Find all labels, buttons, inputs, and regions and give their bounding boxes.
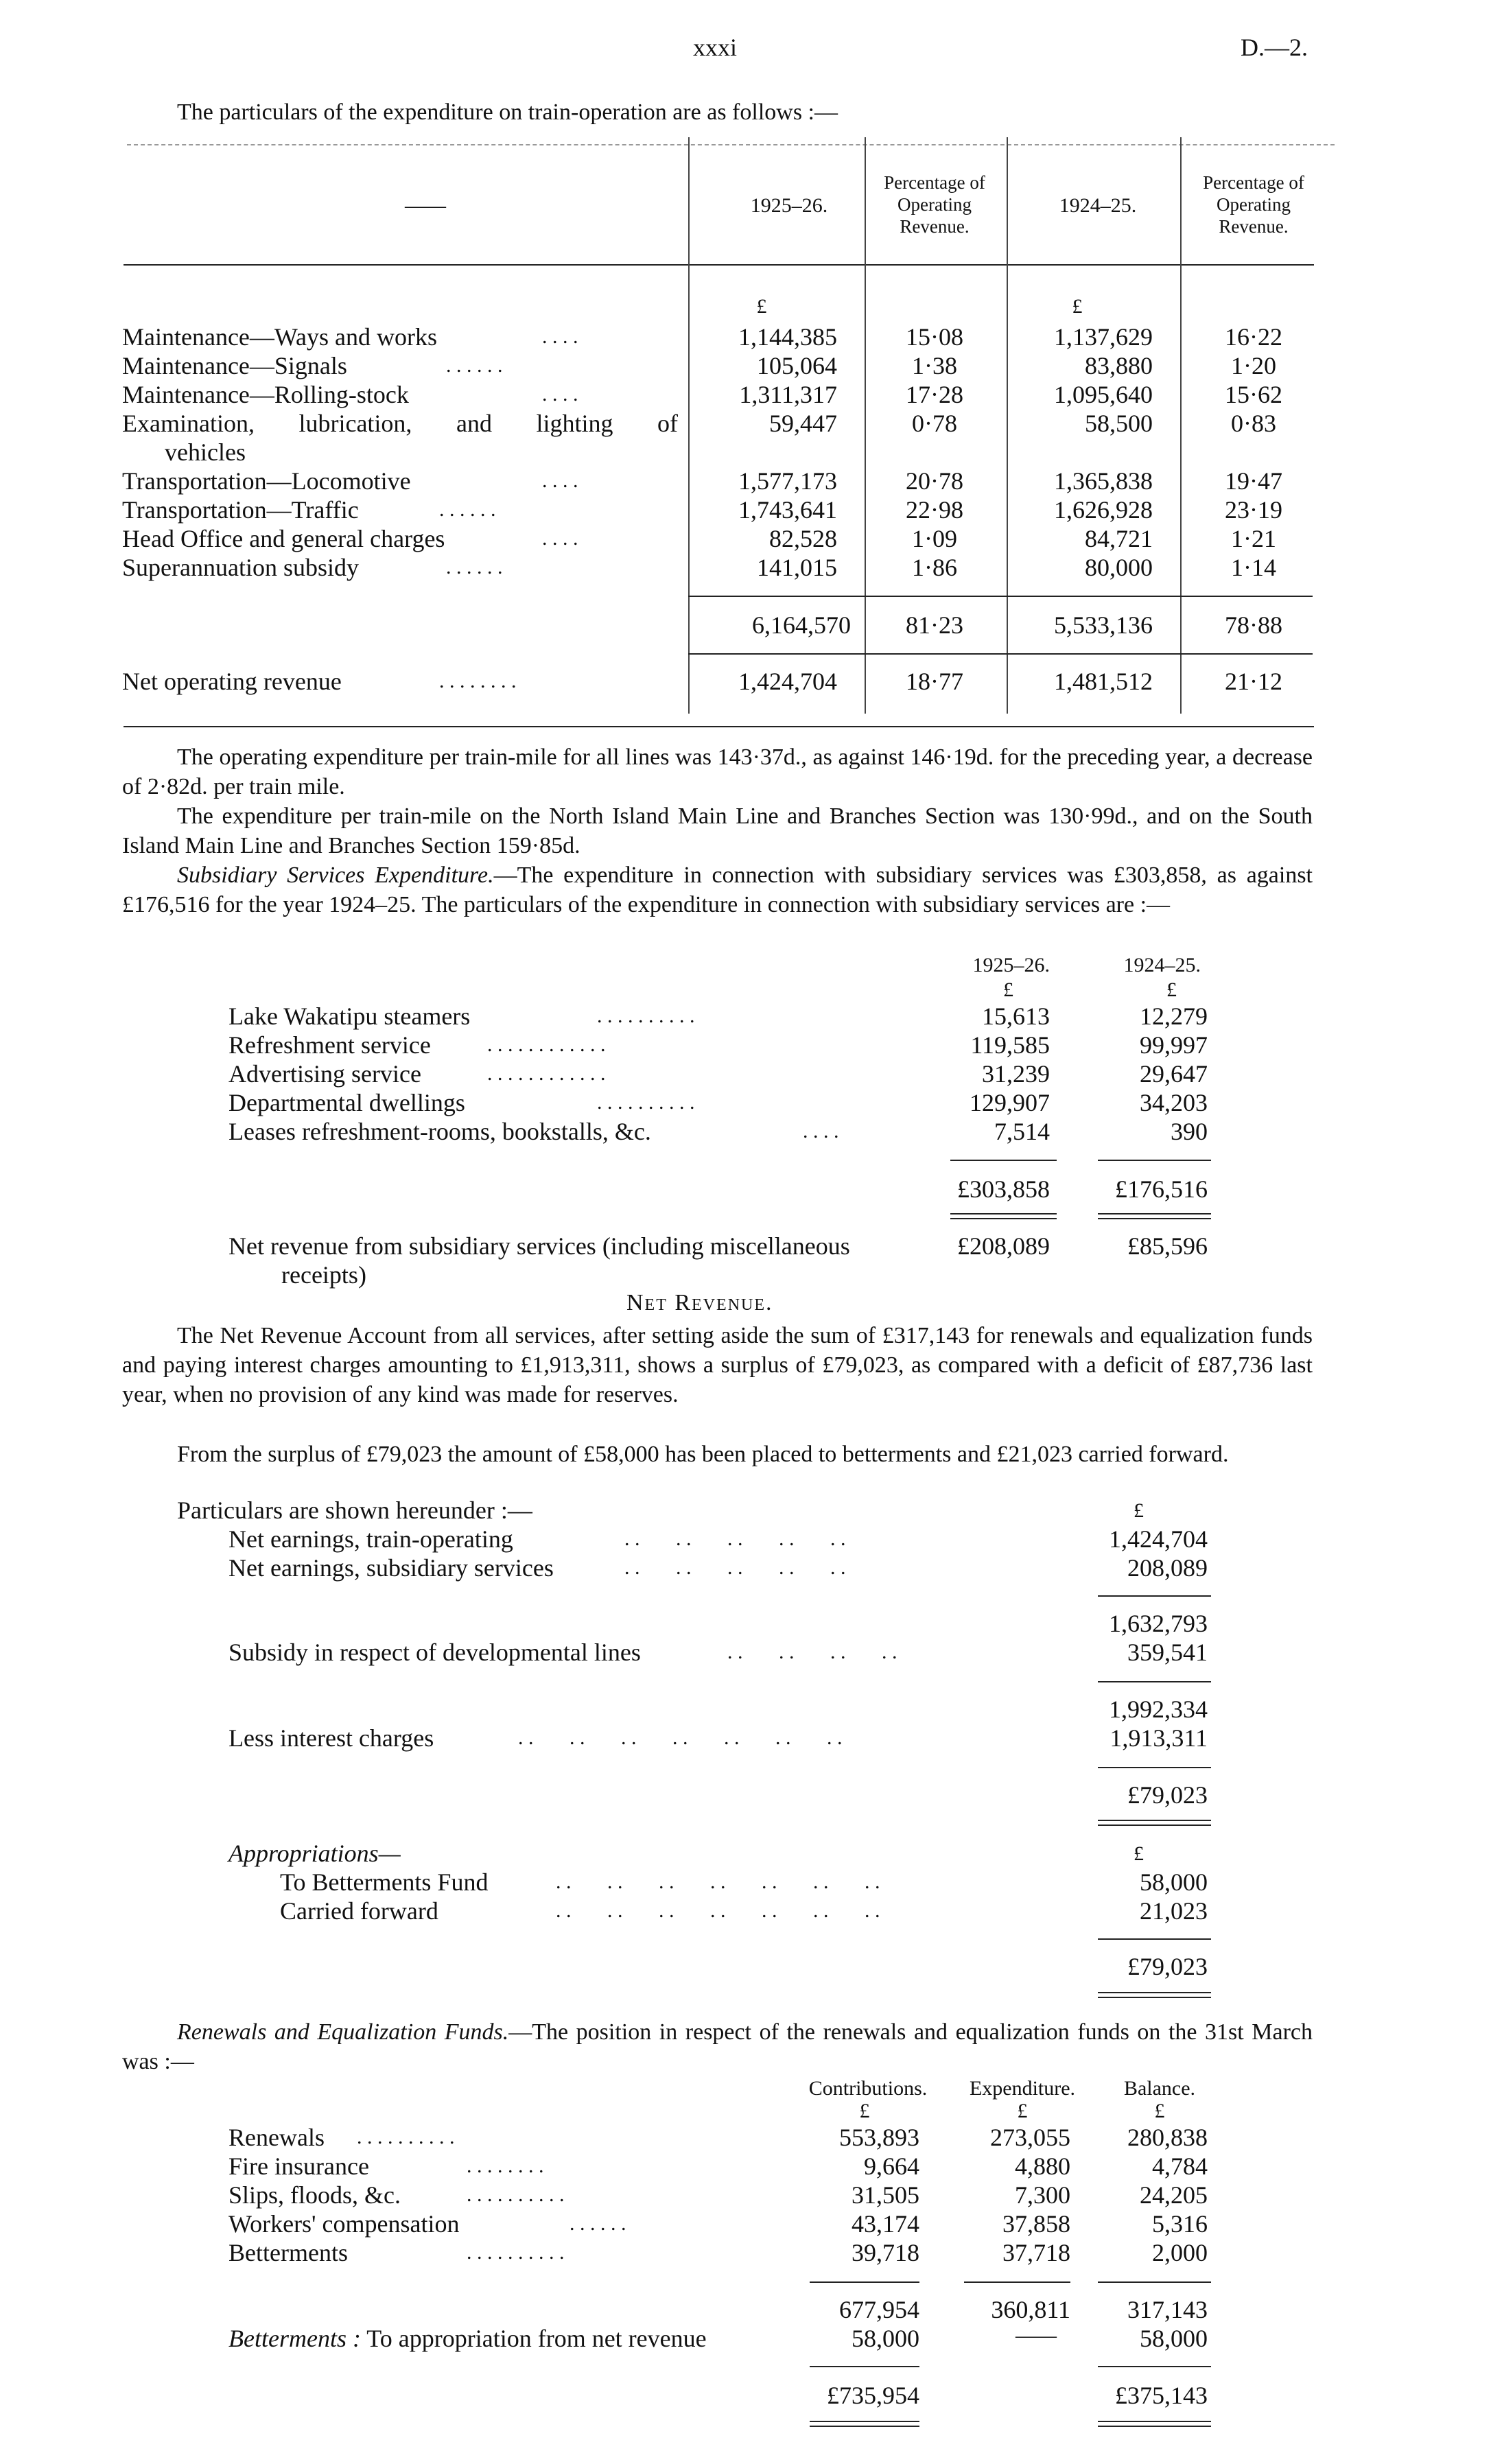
pct-1924: 19·47 (1225, 467, 1282, 495)
row-label: Maintenance—Rolling-stock (122, 381, 409, 408)
pct-1925: 1·09 (912, 525, 957, 552)
paragraph-renewals (122, 2017, 1313, 2076)
betterments-fund-label: To Betterments Fund (280, 1868, 489, 1896)
col-header-balance: Balance. (1123, 2077, 1196, 2100)
value-1925: 119,585 (970, 1031, 1050, 1059)
col-header-pct-1925: Percentage of Operating Revenue. (884, 172, 985, 237)
value-1924: 1,481,512 (1054, 668, 1153, 695)
leader-dots: . . . . (542, 325, 578, 348)
pct-1924: 16·22 (1225, 323, 1282, 351)
unit-pound-expenditure: £ (1017, 2100, 1028, 2122)
value-1924: 84,721 (1085, 525, 1153, 552)
value-1925: 129,907 (970, 1089, 1050, 1116)
col-header-1925: 1925–26. (750, 194, 828, 217)
surplus-total: £79,023 (1127, 1781, 1208, 1809)
col-header-expenditure: Expenditure. (969, 2077, 1076, 2100)
leader-dots: . . . . . . . . (439, 670, 517, 692)
unit-pound: £ (1134, 1499, 1144, 1522)
value-1924: 34,203 (1140, 1089, 1208, 1116)
net-earnings-train-label: Net earnings, train-operating (228, 1525, 513, 1553)
row-label: Betterments (228, 2239, 348, 2266)
total-1924: £176,516 (1115, 1175, 1208, 1203)
row-label: Workers' compensation (228, 2210, 460, 2238)
value-1925: 1,743,641 (738, 496, 837, 524)
subsidy-label: Subsidy in respect of developmental lines (228, 1639, 641, 1666)
appropriations-heading: Appropriations— (228, 1840, 401, 1867)
total-1925: £303,858 (957, 1175, 1050, 1203)
total-1925: 6,164,570 (752, 611, 851, 639)
leader-dots: . . . . . . . . . . . . (487, 1062, 606, 1085)
interest-charges-label: Less interest charges (228, 1724, 434, 1752)
row-label: Examination, lubrication, and lighting of (122, 410, 678, 437)
pct-1925: 20·78 (906, 467, 963, 495)
leader-dots: . . . . . . . . . . (467, 2241, 565, 2264)
subsidy-value: 359,541 (1127, 1639, 1208, 1666)
row-label: Maintenance—Signals (122, 352, 347, 379)
value-1924: 1,095,640 (1054, 381, 1153, 408)
row-label: Net operating revenue (122, 668, 342, 695)
appropriations-total: £79,023 (1127, 1953, 1208, 1980)
net-subsidiary-label: Net revenue from subsidiary services (including miscellaneous (228, 1232, 850, 1260)
leader-dots: . . . . (542, 469, 578, 492)
value-expenditure: 4,880 (1015, 2152, 1070, 2180)
value-expenditure: 7,300 (1015, 2181, 1070, 2209)
value-1925: 1,424,704 (738, 668, 837, 695)
net-subsidiary-label-continued: receipts) (281, 1261, 366, 1289)
row-label: Slips, floods, &c. (228, 2181, 401, 2209)
leader-dots: . . . . (542, 527, 578, 550)
leader-dots: . . . . . . (439, 498, 496, 521)
document-reference: D.—2. (1241, 34, 1308, 61)
row-label: Refreshment service (228, 1031, 431, 1059)
value-1924: 390 (1171, 1118, 1208, 1145)
paragraph-net-revenue-account: The Net Revenue Account from all services, after setting aside the sum of £317,143 for renewals and equalization funds and paying interest charges amounting to £1,913,311, shows a surplus of £79,023, as compared with a deficit of £87,736 last year, when no provision of any kind was made for reserves. (122, 1323, 1313, 1407)
value-1925: 105,064 (757, 352, 837, 379)
value-1925: 1,144,385 (738, 323, 837, 351)
leader-dots: . . . . . . . . . . . . . . (518, 1726, 843, 1749)
value-1924: 29,647 (1140, 1060, 1208, 1088)
unit-pound-contributions: £ (859, 2100, 870, 2122)
row-label: Renewals (228, 2124, 325, 2151)
net-earnings-subsidiary-value: 208,089 (1127, 1554, 1208, 1582)
leader-dots: . . . . . . . . . . (467, 2183, 565, 2206)
pct-1924: 23·19 (1225, 496, 1282, 524)
betterments-balance: 58,000 (1140, 2325, 1208, 2352)
value-1925: 82,528 (769, 525, 837, 552)
row-label: Fire insurance (228, 2152, 369, 2180)
col-header-1925: 1925–26. (972, 954, 1050, 976)
value-1924: 1,626,928 (1054, 496, 1153, 524)
leader-dots: . . . . . . . . . . (597, 1091, 695, 1114)
subtotal-contributions: 677,954 (839, 2296, 919, 2323)
value-1924: 99,997 (1140, 1031, 1208, 1059)
total-pct-1924: 78·88 (1225, 611, 1282, 639)
carried-forward-value: 21,023 (1140, 1897, 1208, 1925)
net-revenue-heading: Net Revenue. (626, 1290, 773, 1315)
col-header-contributions: Contributions. (808, 2077, 928, 2100)
interest-charges-value: 1,913,311 (1110, 1724, 1208, 1752)
col-header-1924: 1924–25. (1123, 954, 1201, 976)
row-label: Transportation—Traffic (122, 496, 359, 524)
leader-dots: . . . . (803, 1120, 839, 1142)
value-1925: 31,239 (982, 1060, 1050, 1088)
subsidiary-services-text: —The expenditure in connection with subsidiary services was £303,858, as against £176,516 for the year 1924–25. The particulars of the expenditure in connection with subsidiary services are :— (122, 863, 1313, 917)
col-header-1924: 1924–25. (1059, 194, 1137, 217)
value-contributions: 31,505 (852, 2181, 919, 2209)
leader-dots: . . . . . . . . (467, 2155, 544, 2177)
leader-dots: . . . . . . (446, 354, 503, 377)
subtotal-2: 1,992,334 (1109, 1696, 1208, 1723)
pct-1924: 0·83 (1231, 410, 1276, 437)
value-contributions: 9,664 (864, 2152, 919, 2180)
leader-dots: . . . . . . . . . . . . (487, 1033, 606, 1056)
net-subsidiary-1924: £85,596 (1127, 1232, 1208, 1260)
row-label-continued: vehicles (165, 438, 246, 466)
value-expenditure: 37,718 (1002, 2239, 1070, 2266)
renewals-text: —The position in respect of the renewals and equalization funds on the 31st March was :— (122, 2019, 1313, 2074)
leader-dots: . . . . (542, 383, 578, 406)
total-pct-1925: 81·23 (906, 611, 963, 639)
leader-dots: . . . . . . (446, 556, 503, 578)
net-earnings-train-value: 1,424,704 (1109, 1525, 1208, 1553)
value-1925: 1,311,317 (739, 381, 837, 408)
value-balance: 5,316 (1152, 2210, 1208, 2238)
value-contributions: 39,718 (852, 2239, 919, 2266)
pct-1925: 1·38 (912, 352, 957, 379)
row-label: Maintenance—Ways and works (122, 323, 437, 351)
row-label: Transportation—Locomotive (122, 467, 411, 495)
pct-1925: 15·08 (906, 323, 963, 351)
row-label: Lake Wakatipu steamers (228, 1002, 471, 1030)
train-operation-intro: The particulars of the expenditure on train-operation are as follows :— (177, 99, 838, 125)
betterments-lead: Betterments : (228, 2325, 361, 2352)
value-contributions: 43,174 (852, 2210, 919, 2238)
leader-dots: . . . . . . . . . . . . . . (556, 1899, 880, 1922)
unit-pound-1925: £ (756, 295, 767, 318)
subtotal-balance: 317,143 (1127, 2296, 1208, 2323)
carried-forward-label: Carried forward (280, 1897, 438, 1925)
leader-dots: . . . . . . . . . . (624, 1556, 846, 1579)
subtotal-1: 1,632,793 (1109, 1610, 1208, 1637)
value-1924: 83,880 (1085, 352, 1153, 379)
pct-1925: 22·98 (906, 496, 963, 524)
paragraph-section-expenditure: The expenditure per train-mile on the North Island Main Line and Branches Section was 130·99d., and on the South Island Main Line and Branches Section 159·85d. (122, 803, 1313, 858)
value-1925: 59,447 (769, 410, 837, 437)
net-subsidiary-1925: £208,089 (957, 1232, 1050, 1260)
pct-1925: 18·77 (906, 668, 963, 695)
net-earnings-subsidiary-label: Net earnings, subsidiary services (228, 1554, 554, 1582)
value-contributions: 553,893 (839, 2124, 919, 2151)
pct-1924: 15·62 (1225, 381, 1282, 408)
leader-dots: . . . . . . . . . . (357, 2126, 455, 2148)
row-label: Superannuation subsidy (122, 554, 359, 581)
pct-1925: 1·86 (912, 554, 957, 581)
unit-pound-1925: £ (1003, 978, 1013, 1001)
row-label: Head Office and general charges (122, 525, 445, 552)
leader-dots: . . . . . . . . (727, 1641, 897, 1663)
betterments-fund-value: 58,000 (1140, 1868, 1208, 1896)
row-label: Departmental dwellings (228, 1089, 465, 1116)
total-balance: £375,143 (1115, 2382, 1208, 2409)
value-balance: 4,784 (1152, 2152, 1208, 2180)
row-label: Leases refreshment-rooms, bookstalls, &c. (228, 1118, 651, 1145)
unit-pound-1924: £ (1166, 978, 1177, 1001)
pct-1925: 0·78 (912, 410, 957, 437)
unit-pound-balance: £ (1154, 2100, 1165, 2122)
value-1925: 141,015 (757, 554, 837, 581)
leader-dots: . . . . . . . . . . (624, 1527, 846, 1550)
paragraph-subsidiary-services (122, 860, 1313, 919)
unit-pound: £ (1134, 1842, 1144, 1865)
pct-1924: 21·12 (1225, 668, 1282, 695)
col-header-pct-1924: Percentage of Operating Revenue. (1203, 172, 1304, 237)
renewals-lead: Renewals and Equalization Funds. (177, 2019, 509, 2045)
pct-1924: 1·21 (1231, 525, 1276, 552)
value-1924: 58,500 (1085, 410, 1153, 437)
value-1924: 1,365,838 (1054, 467, 1153, 495)
paragraph-expenditure-per-train-mile: The operating expenditure per train-mile for all lines was 143·37d., as against 146·19d. for the preceding year, a decrease of 2·82d. per train mile. (122, 744, 1313, 799)
value-1925: 15,613 (982, 1002, 1050, 1030)
total-contributions: £735,954 (827, 2382, 919, 2409)
leader-dots: . . . . . . . . . . . . . . (556, 1870, 880, 1893)
betterments-expenditure: —— (1015, 2324, 1057, 2347)
pct-1924: 1·14 (1231, 554, 1276, 581)
value-1924: 12,279 (1140, 1002, 1208, 1030)
value-expenditure: 273,055 (990, 2124, 1070, 2151)
betterments-contributions: 58,000 (852, 2325, 919, 2352)
row-label: Advertising service (228, 1060, 421, 1088)
value-1925: 7,514 (994, 1118, 1050, 1145)
value-balance: 24,205 (1140, 2181, 1208, 2209)
value-1924: 1,137,629 (1054, 323, 1153, 351)
pct-1925: 17·28 (906, 381, 963, 408)
value-balance: 280,838 (1127, 2124, 1208, 2151)
value-1925: 1,577,173 (738, 467, 837, 495)
value-expenditure: 37,858 (1002, 2210, 1070, 2238)
paragraph-surplus: From the surplus of £79,023 the amount of £58,000 has been placed to betterments and £21,023 carried forward. (177, 1442, 1229, 1467)
value-1924: 80,000 (1085, 554, 1153, 581)
page-number: xxxi (693, 34, 738, 61)
total-1924: 5,533,136 (1054, 611, 1153, 639)
pct-1924: 1·20 (1231, 352, 1276, 379)
subtotal-expenditure: 360,811 (991, 2296, 1070, 2323)
betterments-text: To appropriation from net revenue (366, 2325, 707, 2352)
value-balance: 2,000 (1152, 2239, 1208, 2266)
col-header-label: —— (405, 194, 446, 217)
leader-dots: . . . . . . . . . . (597, 1005, 695, 1027)
unit-pound-1924: £ (1072, 295, 1083, 318)
subsidiary-services-lead: Subsidiary Services Expenditure. (177, 863, 494, 888)
particulars-label: Particulars are shown hereunder :— (177, 1497, 532, 1524)
leader-dots: . . . . . . (570, 2212, 626, 2235)
